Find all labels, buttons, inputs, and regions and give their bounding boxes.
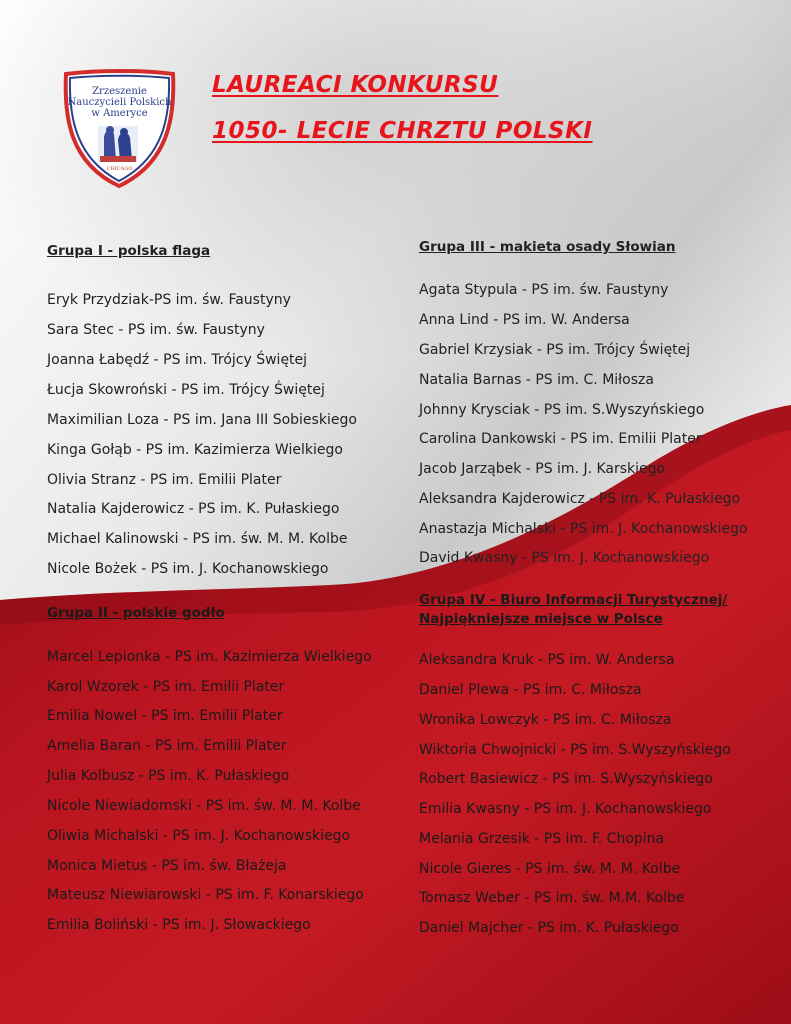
group-3-entry: Jacob Jarząbek - PS im. J. Karskiego: [419, 461, 666, 477]
association-logo: [58, 68, 181, 190]
group-1-entry: Michael Kalinowski - PS im. św. M. M. Kolbe: [47, 531, 348, 547]
group-3-entry: Carolina Dankowski - PS im. Emilii Plater: [419, 431, 702, 447]
group-4-entry: Wronika Lowczyk - PS im. C. Miłosza: [419, 712, 672, 728]
group-1-entry: Olivia Stranz - PS im. Emilii Plater: [47, 472, 282, 488]
group-3-heading: Grupa III - makieta osady Słowian: [419, 239, 676, 255]
group-2-entry: Nicole Niewiadomski - PS im. św. M. M. Kolbe: [47, 798, 361, 814]
group-2-heading: Grupa II - polskie godło: [47, 605, 225, 621]
group-4-entry: Robert Basiewicz - PS im. S.Wyszyńskiego: [419, 771, 713, 787]
group-2-entry: Mateusz Niewiarowski - PS im. F. Konarskiego: [47, 887, 364, 903]
group-1-entry: Łucja Skowroński - PS im. Trójcy Świętej: [47, 382, 325, 398]
title-line-2: 1050- LECIE CHRZTU POLSKI: [212, 118, 593, 144]
group-2-entry: Amelia Baran - PS im. Emilii Plater: [47, 738, 287, 754]
group-4-heading-line-1: Grupa IV - Biuro Informacji Turystycznej/: [419, 592, 728, 608]
group-1-entry: Maximilian Loza - PS im. Jana III Sobieskiego: [47, 412, 357, 428]
group-4-entry: Daniel Plewa - PS im. C. Miłosza: [419, 682, 642, 698]
group-4-entry: Tomasz Weber - PS im. św. M.M. Kolbe: [419, 890, 685, 906]
group-1-entry: Eryk Przydziak-PS im. św. Faustyny: [47, 292, 291, 308]
group-4-entry: Melania Grzesik - PS im. F. Chopina: [419, 831, 665, 847]
logo-line-2: Nauczycieli Polskich: [67, 97, 172, 108]
group-2-entry: Emilia Nowel - PS im. Emilii Plater: [47, 708, 283, 724]
group-4-entry: Nicole Gieres - PS im. św. M. M. Kolbe: [419, 861, 681, 877]
group-1-entry: Sara Stec - PS im. św. Faustyny: [47, 322, 265, 338]
figures-illustration: [98, 126, 138, 162]
group-1-heading: Grupa I - polska flaga: [47, 243, 211, 259]
group-1-entry: Nicole Bożek - PS im. J. Kochanowskiego: [47, 561, 329, 577]
logo-line-1: Zrzeszenie: [92, 86, 147, 97]
group-3-entry: Anastazja Michalski - PS im. J. Kochanowskiego: [419, 521, 748, 537]
group-4-entry: Emilia Kwasny - PS im. J. Kochanowskiego: [419, 801, 712, 817]
logo-city: CHICAGO: [106, 166, 133, 172]
group-2-entry: Karol Wzorek - PS im. Emilii Plater: [47, 679, 285, 695]
group-4-entry: Wiktoria Chwojnicki - PS im. S.Wyszyńskiego: [419, 742, 731, 758]
group-2-entry: Julia Kolbusz - PS im. K. Pułaskiego: [47, 768, 290, 784]
group-1-entry: Joanna Łabędź - PS im. Trójcy Świętej: [47, 352, 308, 368]
group-3-entry: Anna Lind - PS im. W. Andersa: [419, 312, 630, 328]
group-2-entry: Monica Mietus - PS im. św. Błażeja: [47, 858, 287, 874]
group-3-entry: Gabriel Krzysiak - PS im. Trójcy Świętej: [419, 342, 691, 358]
group-3-entry: Johnny Krysciak - PS im. S.Wyszyńskiego: [419, 402, 705, 418]
group-1-entry: Kinga Gołąb - PS im. Kazimierza Wielkiego: [47, 442, 343, 458]
group-3-entry: Natalia Barnas - PS im. C. Miłosza: [419, 372, 654, 388]
title-line-1: LAUREACI KONKURSU: [212, 72, 499, 98]
group-2-entry: Emilia Boliński - PS im. J. Słowackiego: [47, 917, 311, 933]
group-1-entry: Natalia Kajderowicz - PS im. K. Pułaskiego: [47, 501, 340, 517]
group-2-entry: Oliwia Michalski - PS im. J. Kochanowskiego: [47, 828, 351, 844]
group-3-entry: David Kwasny - PS im. J. Kochanowskiego: [419, 550, 710, 566]
group-4-entry: Aleksandra Kruk - PS im. W. Andersa: [419, 652, 675, 668]
group-2-entry: Marcel Lepionka - PS im. Kazimierza Wielkiego: [47, 649, 372, 665]
group-4-heading-line-2: Najpiękniejsze miejsce w Polsce: [419, 611, 663, 627]
logo-line-3: w Ameryce: [91, 108, 148, 119]
logo-caption: [58, 86, 181, 119]
group-4-entry: Daniel Majcher - PS im. K. Pułaskiego: [419, 920, 679, 936]
group-3-entry: Agata Stypula - PS im. św. Faustyny: [419, 282, 669, 298]
group-3-entry: Aleksandra Kajderowicz - PS im. K. Pułaskiego: [419, 491, 741, 507]
